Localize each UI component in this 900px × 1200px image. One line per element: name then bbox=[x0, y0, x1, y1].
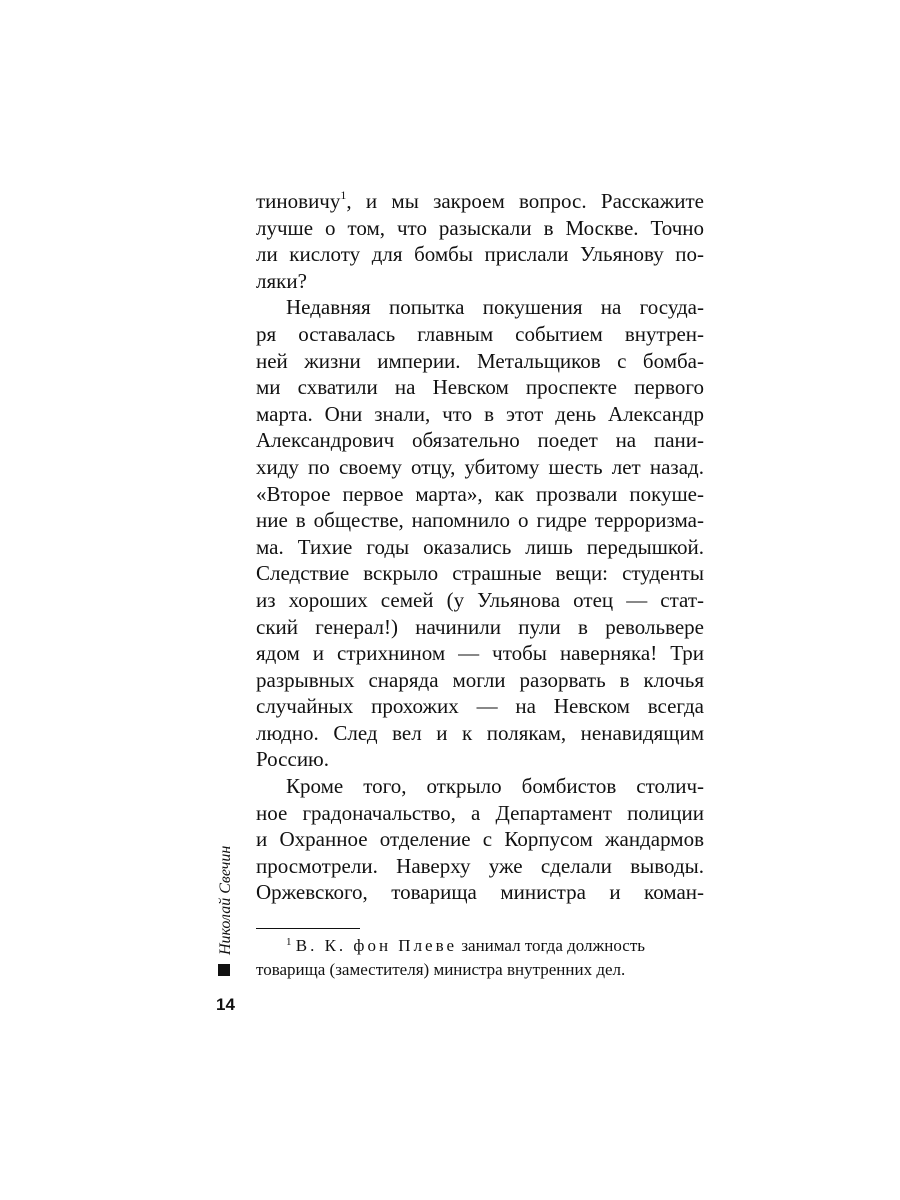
text-line-11: хиду по своему отцу, убитому шесть лет назад. bbox=[256, 454, 704, 479]
text-line-24: ное градоначальство, а Департамент полиции bbox=[256, 800, 704, 825]
footnote-line-2: товарища (заместителя) министра внутренних дел. bbox=[256, 960, 626, 979]
text-line-23: Кроме того, открыло бомбистов столич- bbox=[286, 774, 704, 799]
text-line-8: ми схватили на Невском проспекте первого bbox=[256, 375, 704, 400]
text-line-26: просмотрели. Наверху уже сделали выводы. bbox=[256, 853, 704, 878]
text-line-25: и Охранное отделение с Корпусом жандармов bbox=[256, 827, 704, 852]
text-line-14: ма. Тихие годы оказались лишь передышкой. bbox=[256, 534, 704, 559]
text-line-3: ли кислоту для бомбы прислали Ульянову по- bbox=[256, 242, 704, 267]
footnote-reference[interactable]: 1 bbox=[340, 188, 347, 202]
text-line-22: Россию. bbox=[256, 747, 329, 772]
page-number: 14 bbox=[216, 995, 235, 1014]
square-marker-icon bbox=[218, 964, 230, 976]
text-line-2: лучше о том, что разыскали в Москве. Точно bbox=[256, 215, 704, 240]
footnote-person-name: В. К. фон Плеве bbox=[295, 936, 458, 955]
main-text bbox=[256, 188, 704, 906]
text-line-27: Оржевского, товарища министра и коман- bbox=[256, 880, 704, 905]
text-line-7: ней жизни империи. Метальщиков с бомба- bbox=[256, 348, 704, 373]
text-line-4: ляки? bbox=[256, 268, 307, 293]
text-line-16: из хороших семей (у Ульянова отец — стат- bbox=[256, 587, 704, 612]
footnote-divider bbox=[256, 928, 360, 929]
text-line-12: «Второе первое марта», как прозвали покуше- bbox=[256, 481, 704, 506]
text-line-21: людно. След вел и к полякам, ненавидящим bbox=[256, 720, 704, 745]
text-line-1: тиновичу$^1$, и мы закроем вопрос. Расскажите bbox=[256, 188, 704, 213]
text-line-13: ние в обществе, напомнило о гидре терроризма- bbox=[256, 508, 704, 533]
footnote-number: 1 bbox=[286, 936, 292, 948]
text-line-17: ский генерал!) начинили пули в револьвере bbox=[256, 614, 704, 639]
text-line-20: случайных прохожих — на Невском всегда bbox=[256, 694, 704, 719]
footnote bbox=[256, 934, 704, 982]
text-line-10: Александрович обязательно поедет на пани- bbox=[256, 428, 704, 453]
text-line-18: ядом и стрихнином — чтобы наверняка! Три bbox=[256, 641, 704, 666]
text-line-15: Следствие вскрыло страшные вещи: студенты bbox=[256, 561, 704, 586]
book-page: тиновичу$^1$, и мы закроем вопрос. Расскажите лучше о том, что разыскали в Москве. Точно ли кислоту для бомбы прислали Ульянову по- ляки? Недавняя попытка покушения на госуда- ря оставалась главным событием внутрен- ней жизни империи. Метальщиков с бомба- ми схватили на Невском проспекте первого марта. Они знали, что в этот день Александр Александрович обязательно поедет на пани- хиду по своему отцу, убитому шесть лет назад. «Второе первое марта», как прозвали покуше- ние в обществе, напомнило о гидре терроризма- ма. Тихие годы оказались лишь передышкой. Следствие вскрыло страшные вещи: студенты из хороших семей (у Ульянова отец — стат- ский генерал!) начинили пули в револьвере ядом и стрихнином — чтобы наверняка! Три разрывных снаряда могли разорвать в клочья случайных прохожих — на Невском всегда людно. След вел и к полякам, ненавидящим Россию. Кроме того, открыло бомбистов столич- ное градоначальство, а Департамент полиции и Охранное отделение с Корпусом жандармов просмотрели. Наверху уже сделали выводы. Оржевского, товарища министра и коман- $^1$ В. К. фон Плеве занимал тогда должность товарища (заместителя) министра внутренних дел. Николай Свечин 14 bbox=[216, 188, 704, 1014]
text-line-9: марта. Они знали, что в этот день Александр bbox=[256, 401, 704, 426]
text-line-5: Недавняя попытка покушения на госуда- bbox=[286, 295, 704, 320]
text-line-19: разрывных снаряда могли разорвать в клочья bbox=[256, 667, 704, 692]
text-line-6: ря оставалась главным событием внутрен- bbox=[256, 321, 704, 346]
footnote-line-1: $^1$ В. К. фон Плеве занимал тогда должность bbox=[286, 936, 646, 955]
